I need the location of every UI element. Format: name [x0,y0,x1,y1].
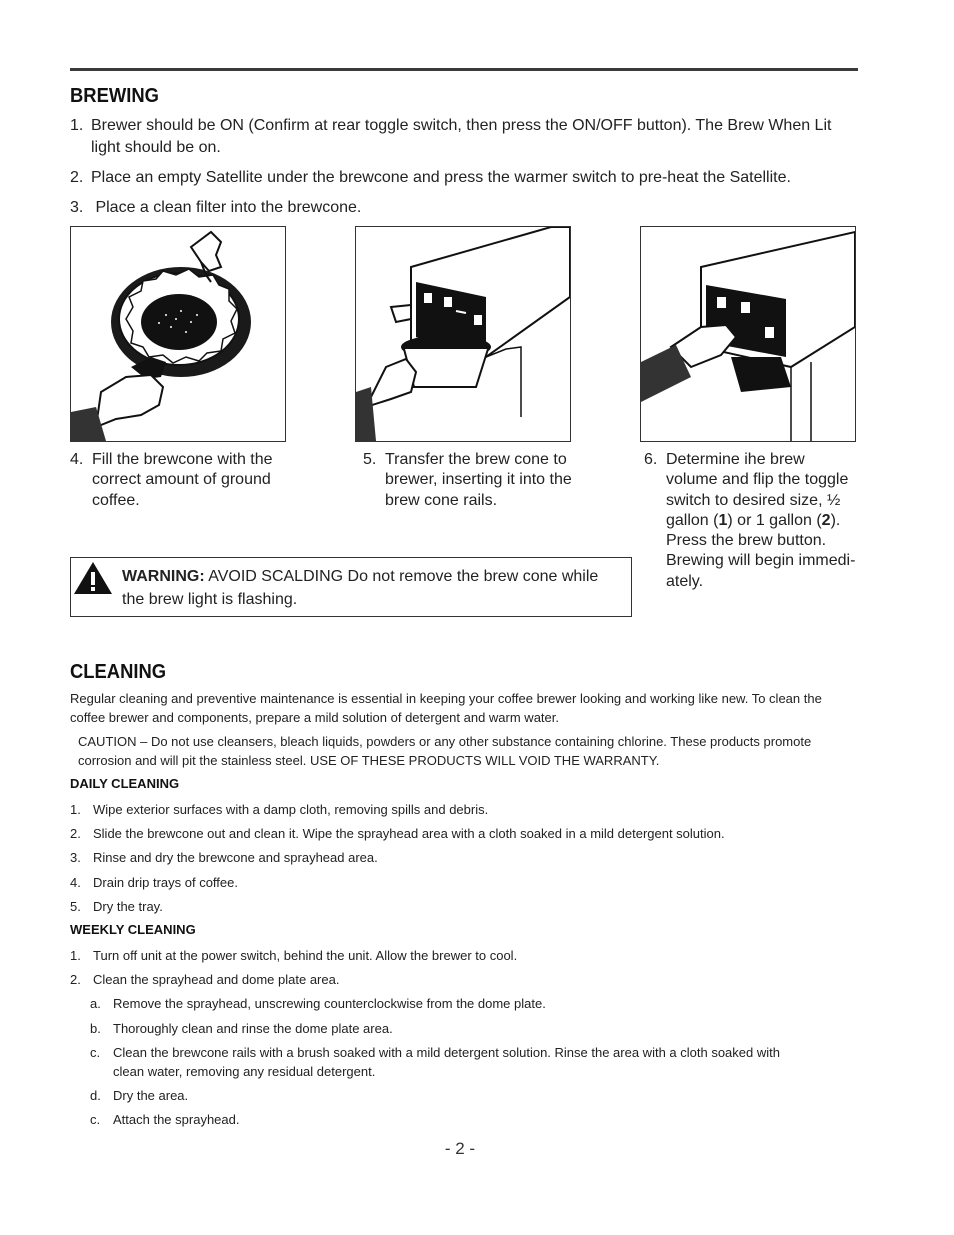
step-text: Place a clean filter into the brewcone. [91,199,362,216]
top-rule [70,68,858,71]
step-number: 3. [70,199,84,216]
brewing-step-3 [70,197,850,219]
brewing-step-2 [70,167,850,189]
weekly-subitem: a. Remove the sprayhead, unscrewing counterclockwise from the dome plate. [90,996,546,1011]
caption-number: 4. [70,451,84,468]
warning-text: WARNING: AVOID SCALDING Do not remove the brew cone while the brew light is flashing. [122,568,599,608]
weekly-subitem: b. Thoroughly clean and rinse the dome plate area. [90,1021,393,1036]
caption-text: Determine ihe brew volume and flip the toggle switch to desired size, ½ gallon (1) or 1 gallon (2). Press the brew button. Brewing will begin immedi-ately. [666,451,856,590]
weekly-subitem: d. Dry the area. [90,1088,189,1103]
step-number: 1. [70,117,84,134]
warning-icon [73,561,113,595]
caption-number: 6. [644,451,658,468]
brewing-heading: BREWING [70,85,159,107]
daily-item: 5. Dry the tray. [70,899,163,914]
cleaning-heading: CLEANING [70,661,167,683]
figure-caption-5 [363,450,573,511]
figure-press-brew [640,226,856,442]
daily-cleaning-heading: DAILY CLEANING [70,776,180,791]
weekly-item: 1. Turn off unit at the power switch, behind the unit. Allow the brewer to cool. [70,948,518,963]
daily-item: 4. Drain drip trays of coffee. [70,875,238,890]
daily-item: 3. Rinse and dry the brewcone and sprayhead area. [70,850,378,865]
caption-text: Transfer the brew cone to brewer, inserting it into the brew cone rails. [385,451,572,509]
caption-text: Fill the brewcone with the correct amount of ground coffee. [92,451,273,509]
brewing-step-1 [70,115,850,159]
step-number: 2. [70,169,84,186]
figure-caption-4 [70,450,280,511]
figure-caption-6 [644,450,859,592]
daily-item: 2. Slide the brewcone out and clean it. Wipe the sprayhead area with a cloth soaked in a mild detergent solution. [70,826,725,841]
cleaning-intro: Regular cleaning and preventive maintenance is essential in keeping your coffee brewer looking and working like new. To clean the coffee brewer and components, prepare a mild solution of detergent and warm water. [70,691,822,725]
step-text: Place an empty Satellite under the brewcone and press the warmer switch to pre-heat the Satellite. [91,169,791,186]
figure-fill-brewcone [70,226,286,442]
daily-item: 1. Wipe exterior surfaces with a damp cloth, removing spills and debris. [70,802,489,817]
caption-number: 5. [363,451,377,468]
step-text: Brewer should be ON (Confirm at rear toggle switch, then press the ON/OFF button). The Brew When Lit light should be on. [91,117,832,156]
figure-transfer-brewcone [355,226,571,442]
page-number: - 2 - [444,1139,476,1158]
weekly-subitem: c. Attach the sprayhead. [90,1112,240,1127]
weekly-item: 2. Clean the sprayhead and dome plate area. [70,972,340,987]
cleaning-caution: CAUTION – Do not use cleansers, bleach liquids, powders or any other substance containing chlorine. These products promote corrosion and will pit the stainless steel. USE OF THESE PRODUCTS WILL VOID THE WARRANTY. [78,734,812,768]
weekly-subitem: c. Clean the brewcone rails with a brush soaked with a mild detergent solution. Rinse the area with a cloth soaked with clean water, removing any residual detergent. [90,1045,780,1079]
weekly-cleaning-heading: WEEKLY CLEANING [70,922,196,937]
warning-box [70,557,632,617]
